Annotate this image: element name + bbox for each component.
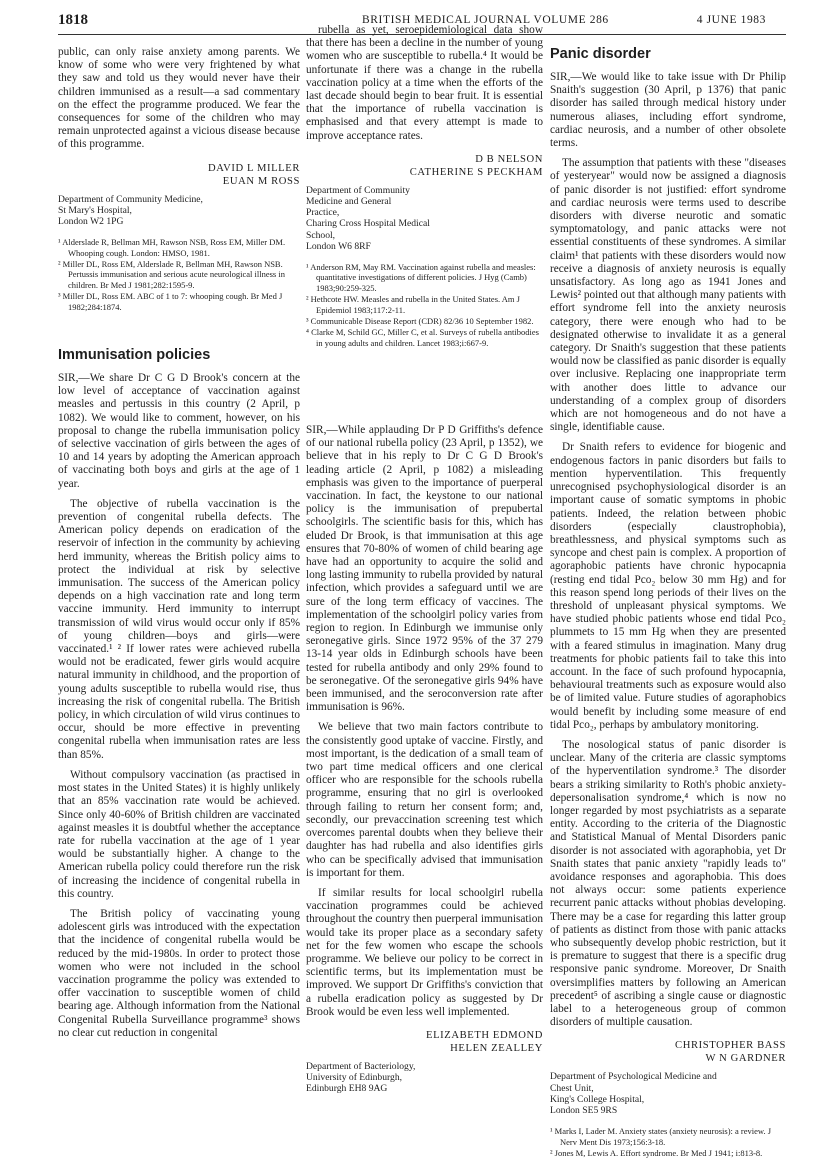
nelson-letter-text: rubella as yet, seroepidemiological data show that there has been a decline in the number of young women who are susceptible to rubella.⁴ It would be unfortunate if there was a change in the rubella vaccination policy at a time when the efforts of the last decade should begin to bear fruit. It is essential that the importance of rubella vaccination is emphasised and that every attempt is made to improve acceptance rates.: [306, 24, 543, 142]
signature: ELIZABETH EDMOND: [426, 1029, 543, 1041]
affiliation-line: Medicine and General: [306, 196, 392, 208]
reference: ⁴ Clarke M, Schild GC, Miller C, et al. Surveys of rubella antibodies in young adults and children. Lancet 1983;i:667-9.: [306, 327, 539, 348]
paragraph: We believe that two main factors contribute to the consistently good uptake of vaccine. Firstly, and most important, is the dedication of a small team of two part time medical officers and one clerical officer who are responsible for the schools rubella programme, ensuring that no girl is overlooked through failing to return her consent form; and, secondly, our prevaccination screening test which overcomes parental doubts when they believe their daughter has had rubella and also identifies girls who can be specifically advised that immunisation is important for them.: [306, 721, 543, 879]
reference: ¹ Anderson RM, May RM. Vaccination against rubella and measles: quantitative investigations of different policies. J Hyg (Camb) 1983;90:259-325.: [306, 262, 536, 293]
signature: HELEN ZEALLEY: [450, 1042, 543, 1054]
signature: DAVID L MILLER: [208, 162, 300, 174]
signature: CHRISTOPHER BASS: [675, 1040, 786, 1052]
miller-references: [58, 237, 300, 312]
signature: D B NELSON: [475, 153, 543, 165]
panic-signatures: [550, 1039, 786, 1065]
immunisation-letter: [58, 372, 300, 1040]
page-number: 1818: [58, 12, 88, 28]
issue-date: 4 JUNE 1983: [696, 14, 766, 26]
panic-affiliation: [550, 1071, 786, 1116]
miller-letter: [58, 46, 300, 313]
affiliation-line: Department of Bacteriology,: [306, 1060, 416, 1072]
affiliation-line: London W2 1PG: [58, 216, 124, 228]
edmond-affiliation: [306, 1061, 543, 1095]
signature: CATHERINE S PECKHAM: [409, 166, 543, 178]
paragraph: If similar results for local schoolgirl rubella vaccination programmes could be achieved throughout the country then puerperal immunisation would take its proper place as a secondary safety net for the few women who escape the schools programme. We believe our policy to be correct in scientific terms, but its implementation must be improved. We support Dr Griffiths's conviction that a rubella eradication policy as suggested by Dr Brook would be even less well implemented.: [306, 886, 543, 1018]
affiliation-line: Practice,: [306, 207, 340, 219]
affiliation-line: London SE5 9RS: [550, 1105, 618, 1117]
paragraph: SIR,—We share Dr C G D Brook's concern at the low level of acceptance of vaccination against measles and pertussis in this country (2 April, p 1082). We would like to comment, however, on his proposal to change the rubella immunisation policy of selective vaccination of girls between the ages of 10 and 14 years by adopting the American approach of vaccinating both boys and girls at the age of 1 year.: [58, 372, 300, 490]
reference: ³ Miller DL, Ross EM. ABC of 1 to 7: whooping cough. Br Med J 1982;284:1874.: [58, 291, 283, 312]
affiliation-line: Department of Psychological Medicine and: [550, 1071, 717, 1083]
nelson-references: [306, 262, 543, 348]
edmond-letter: [306, 424, 543, 1095]
affiliation-line: King's College Hospital,: [550, 1093, 645, 1105]
edmond-signatures: [306, 1029, 543, 1055]
miller-letter-text: public, can only raise anxiety among parents. We know of some who were very frightened by what they saw and told us they would never have their children immunised as a result—a sad commentary on the effect the programme produced. We fear the consequences for some of the children who may remain unprotected against a vicious disease because of this programme.: [58, 46, 300, 151]
panic-references: [550, 1126, 786, 1158]
affiliation-line: Department of Community Medicine,: [58, 193, 203, 205]
miller-signatures: [58, 162, 300, 188]
panic-letter: [550, 46, 786, 1159]
journal-title: BRITISH MEDICAL JOURNAL VOLUME 286: [362, 14, 609, 26]
nelson-affiliation: [306, 185, 543, 252]
section-heading-panic: Panic disorder: [550, 46, 651, 62]
affiliation-line: Chest Unit,: [550, 1082, 594, 1094]
affiliation-line: University of Edinburgh,: [306, 1072, 403, 1084]
affiliation-line: Department of Community: [306, 184, 410, 196]
affiliation-line: London W6 8RF: [306, 240, 371, 252]
nelson-signatures: [306, 153, 543, 179]
reference: ² Jones M, Lewis A. Effort syndrome. Br Med J 1941; i:813-8.: [550, 1148, 763, 1159]
nelson-letter: [306, 24, 543, 349]
signature: EUAN M ROSS: [222, 175, 300, 187]
section-heading-immunisation: Immunisation policies: [58, 347, 211, 363]
signature: W N GARDNER: [705, 1053, 786, 1065]
paragraph: The British policy of vaccinating young adolescent girls was introduced with the expectation that the incidence of congenital rubella would be reduced by the mid-1980s. In order to protect those women who were not included in the school vaccination programme the policy was extended to offer vaccination to susceptible women of child bearing age. Although information from the National Congenital Rubella Surveillance programme³ shows no clear cut reduction in congenital: [58, 907, 300, 1039]
paragraph: SIR,—We would like to take issue with Dr Philip Snaith's suggestion (30 April, p 1376) that panic disorder has sailed through medical history under numerous aliases, including effort syndrome, cardiac neurosis, and a number of other obsolete terms.: [550, 71, 786, 150]
reference: ² Hethcote HW. Measles and rubella in the United States. Am J Epidemiol 1983;117:2-11.: [306, 294, 520, 315]
affiliation-line: St Mary's Hospital,: [58, 204, 132, 216]
paragraph: Dr Snaith refers to evidence for biogenic and endogenous factors in panic disorders but fails to mention hyperventilation. This frequently unrecognised psychophysiological disorder is an important cause of somatic symptoms in phobic patients. Indeed, the relation between phobic disorders (especially claustrophobia), breathlessness, and physical symptoms such as syncope and chest pain is complex. A proportion of agoraphobic patients have chronic hypocapnia (resting end tidal Pco₂ below 30 mm Hg) and for this reason spend long periods of their lives on the threshold of unpleasant physical symptoms. We have studied phobic patients whose end tidal Pco₂ plummets to 15 mm Hg when they are presented with a feared stimulus in imagination. Many drug treatments for phobic patients fail to take this into account. In the face of such profound hypocapnia, behavioural treatments such as exposure would also be of limited value. Future studies of agoraphobics would benefit by including some measure of end tidal Pco₂, perhaps by ambulatory monitoring.: [550, 441, 786, 731]
reference: ³ Communicable Disease Report (CDR) 82/36 10 September 1982.: [306, 316, 534, 327]
affiliation-line: Edinburgh EH8 9AG: [306, 1083, 388, 1095]
paragraph: The nosological status of panic disorder is unclear. Many of the criteria are classic symptoms of the hyperventilation syndrome.³ The disorder bears a striking similarity to Roth's phobic anxiety-depersonalisation syndrome,⁴ which is now no longer regarded by most psychiatrists as a separate entity. According to the criteria of the Diagnostic and Statistical Manual of Mental Disorders panic disorder is not associated with agoraphobia, yet Dr Snaith states that panic anxiety "rapidly leads to" avoidance responses and agoraphobia. This does not always occur: some patients experience recurrent panic attacks without phobias developing. There may be a case for regarding this latter group of patients as distinct from those with panic attacks who subsequently develop phobic restriction, but it is premature to suggest that there is a specific drug responsive panic syndrome. Moreover, Dr Snaith oversimplifies matters by following an American precedent⁵ of ascribing a single cause or diagnostic label to a heterogeneous group of common disorders of multiple causation.: [550, 738, 786, 1029]
paragraph: The objective of rubella vaccination is the prevention of congenital rubella defects. The American policy depends on eradication of the reservoir of infection in the community by achieving herd immunity, whereas the British policy aims to protect the individual at risk by selective immunisation. The success of the American policy depends on a high vaccination rate and long term vaccine immunity. Herd immunity to interrupt transmission of wild virus would occur only if 85% of young children—boys and girls—were vaccinated.¹ ² If lower rates were achieved rubella would not be eradicated, fewer girls would acquire natural immunity in childhood, and the proportion of young adults susceptible to rubella would rise, thus increasing the risk of congenital rubella. The British policy, in which circulation of wild virus continues to occur, should be more effective in preventing congenital rubella when immunisation rates are less than 85%.: [58, 497, 300, 761]
reference: ¹ Alderslade R, Bellman MH, Rawson NSB, Ross EM, Miller DM. Whooping cough. London: HMSO, 1981.: [58, 237, 286, 258]
reference: ² Miller DL, Ross EM, Alderslade R, Bellman MH, Rawson NSB. Pertussis immunisation and serious acute neurological illness in children. Br Med J 1981;282:1595-9.: [58, 259, 285, 290]
affiliation-line: Charing Cross Hospital Medical: [306, 218, 430, 230]
reference: ¹ Marks I, Lader M. Anxiety states (anxiety neurosis): a review. J Nerv Ment Dis 1973;156:3-18.: [550, 1126, 772, 1147]
paragraph: Without compulsory vaccination (as practised in most states in the United States) it is highly unlikely that an 85% vaccination rate would be achieved. Since only 40-60% of British children are vaccinated against measles it is doubtful whether the acceptance rate for rubella vaccination at the age of 1 year would be substantially higher. A change to the American rubella policy could therefore run the risk of increasing the incidence of congenital rubella in this country.: [58, 768, 300, 900]
miller-affiliation: [58, 194, 300, 228]
paragraph: The assumption that patients with these "diseases of yesteryear" would now be assigned a diagnosis of panic disorder is not justified: effort syndrome and cardiac neurosis were terms used to describe disorders with diverse neurotic and somatic symptomatology, and panic attacks were not essential constituents of these syndromes. A similar claim¹ that patients with these disorders would now receive a diagnosis of anxiety neurosis is equally unsatisfactory. As long ago as 1941 Jones and Lewis² pointed out that although many patients with effort syndrome fell into the anxiety neurosis category, there were enough who had to be designated otherwise to invalidate it as a general category. Dr Snaith's suggestion that these patients would now be classified as panic disorder is equally over inclusive. Replacing one inappropriate term with another does little to advance our understanding of a complex group of disorders which are not homogeneous and do not have a single, identifiable cause.: [550, 157, 786, 434]
paragraph: SIR,—While applauding Dr P D Griffiths's defence of our national rubella policy (23 April, p 1352), we believe that in his reply to Dr C G D Brook's leading article (2 April, p 1082) a misleading emphasis was given to the importance of puerperal vaccination. In fact, the keystone to our national policy is the immunisation of prepubertal schoolgirls. The scientific basis for this, which has eluded Dr Brook, is that immunisation at this age ensures that 70-80% of women of child bearing age have had an opportunity to acquire the solid and long lasting immunity to rubella provided by natural infection, which provides a safeguard until we are sure of the long term efficacy of vaccines. The implementation of the schoolgirl policy varies from region to region. In Edinburgh we immunise only seronegative girls. Since 1972 95% of the 37 279 13-14 year olds in Edinburgh schools have been tested for rubella antibody and only 29% found to be seronegative. Of the seronegative girls 94% have been immunised, and the seroconversion rate after immunisation is 96%.: [306, 424, 543, 714]
affiliation-line: School,: [306, 229, 336, 241]
